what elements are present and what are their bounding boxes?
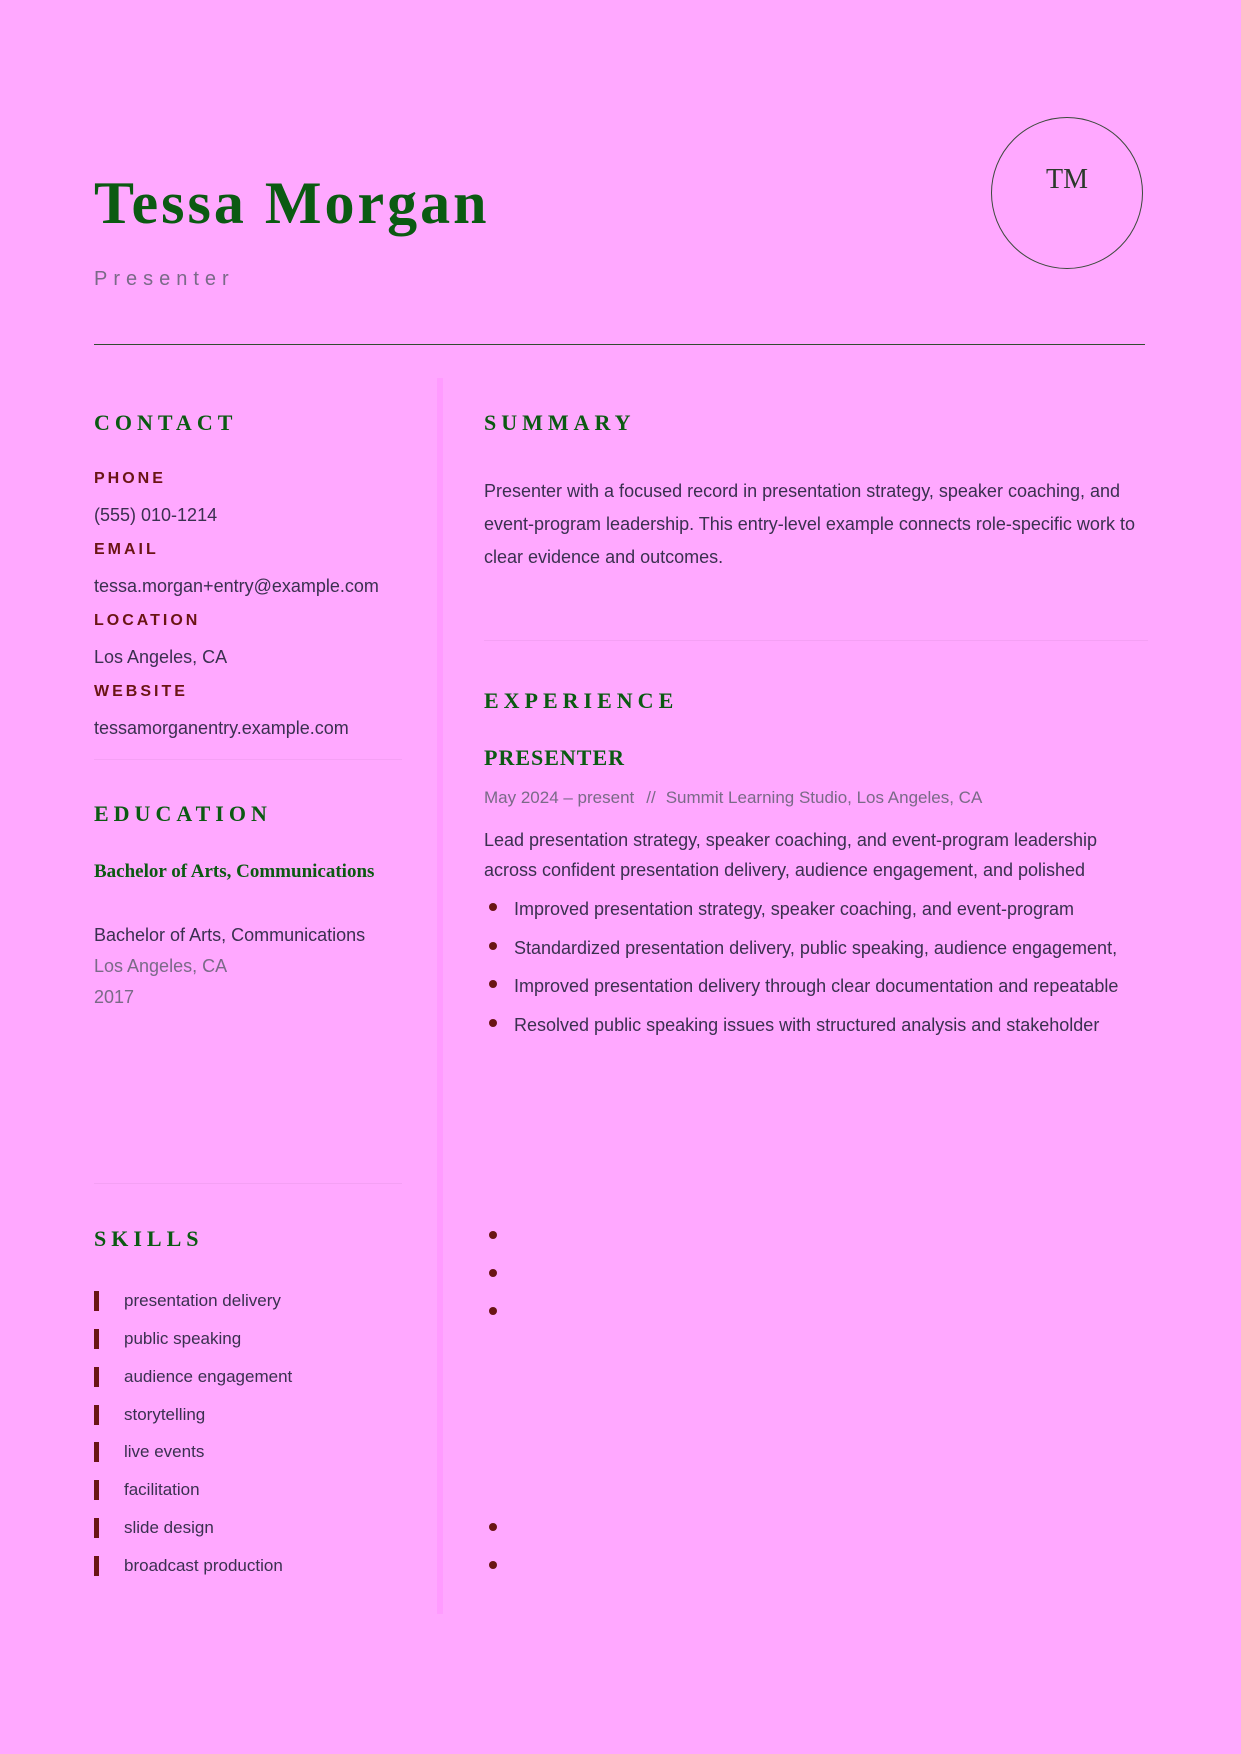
empty-bullet-dot (489, 1269, 497, 1277)
skill-label: facilitation (124, 1480, 200, 1499)
skill-marker (94, 1405, 99, 1425)
empty-bullet-dot (489, 1231, 497, 1239)
education-divider (94, 1183, 402, 1184)
education-year: 2017 (94, 987, 135, 1007)
contact-website-label: WEBSITE (94, 683, 188, 700)
bullet-text: Improved presentation delivery through clear documentation and repeatable (514, 976, 1119, 996)
contact-website-value[interactable]: tessamorganentry.example.com (94, 718, 349, 738)
skill-marker (94, 1367, 99, 1387)
summary-divider (484, 640, 1148, 641)
job-bullet (484, 969, 1148, 999)
skill-label: presentation delivery (124, 1291, 281, 1310)
bullet-text: Standardized presentation delivery, public speaking, audience engagement, (514, 938, 1118, 958)
skill-marker (94, 1329, 99, 1349)
contact-heading: CONTACT (94, 410, 238, 435)
job-company: Summit Learning Studio, Los Angeles, CA (665, 788, 983, 807)
education-degree-title: Bachelor of Arts, Communications (94, 861, 375, 882)
monogram-text: TM (1046, 164, 1088, 195)
contact-phone-value: (555) 010-1214 (94, 505, 218, 525)
job-bullet (484, 931, 1148, 961)
skill-marker (94, 1442, 99, 1462)
bullet-dot (489, 903, 497, 911)
empty-bullet-dot (489, 1523, 497, 1531)
candidate-role: Presenter (94, 268, 235, 290)
job-dates: May 2024 – present (484, 788, 635, 807)
column-divider (437, 378, 443, 1614)
skill-marker (94, 1518, 99, 1538)
contact-email-label: EMAIL (94, 541, 159, 558)
bullet-dot (489, 980, 497, 988)
job-meta (484, 788, 982, 808)
candidate-name: Tessa Morgan (94, 170, 490, 236)
experience-heading: EXPERIENCE (484, 688, 679, 713)
bullet-dot (489, 942, 497, 950)
skill-marker (94, 1480, 99, 1500)
skill-marker (94, 1291, 99, 1311)
skill-label: public speaking (124, 1329, 242, 1348)
contact-location-label: LOCATION (94, 612, 201, 629)
skill-label: storytelling (124, 1405, 206, 1424)
job-bullet (484, 1008, 1148, 1038)
summary-heading: SUMMARY (484, 410, 636, 435)
education-location: Los Angeles, CA (94, 956, 228, 976)
contact-email-value[interactable]: tessa.morgan+entry@example.com (94, 576, 379, 596)
skill-label: broadcast production (124, 1556, 283, 1575)
education-heading: EDUCATION (94, 801, 272, 826)
bullet-text: Improved presentation strategy, speaker coaching, and event-program (514, 899, 1074, 919)
empty-bullet-dot (489, 1561, 497, 1569)
job-meta-separator: // (646, 788, 656, 807)
skill-label: live events (124, 1442, 205, 1461)
contact-location-value: Los Angeles, CA (94, 647, 228, 667)
empty-bullet-dot (489, 1307, 497, 1315)
contact-divider (94, 759, 402, 760)
bullet-text: Resolved public speaking issues with structured analysis and stakeholder (514, 1015, 1100, 1035)
monogram-badge (991, 117, 1143, 269)
summary-text: Presenter with a focused record in presentation strategy, speaker coaching, and event-program leadership. This entry-level example connects role-specific work to clear evidence and outcomes. (484, 481, 1135, 567)
header-divider (94, 344, 1145, 345)
job-title: PRESENTER (484, 745, 626, 770)
skill-label: audience engagement (124, 1367, 293, 1386)
skills-heading: SKILLS (94, 1226, 204, 1251)
job-bullet (484, 892, 1148, 922)
skill-marker (94, 1556, 99, 1576)
skill-label: slide design (124, 1518, 214, 1537)
bullet-dot (489, 1019, 497, 1027)
education-degree: Bachelor of Arts, Communications (94, 925, 366, 945)
contact-phone-label: PHONE (94, 470, 166, 487)
job-description: Lead presentation strategy, speaker coaching, and event-program leadership across confident presentation delivery, audience engagement, and polished (484, 830, 1098, 880)
